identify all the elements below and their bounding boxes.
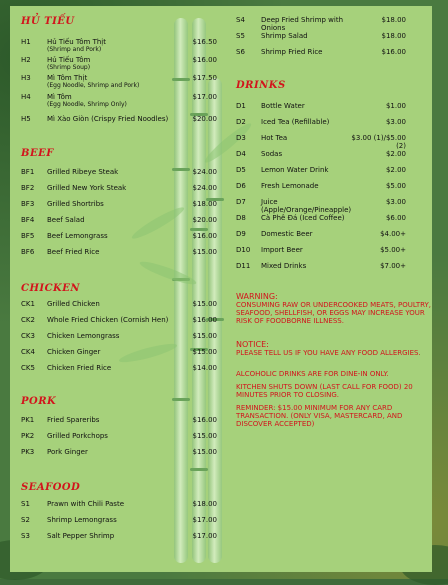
drink-name: Mixed Drinks bbox=[261, 262, 307, 270]
item-code: BF4 bbox=[21, 216, 35, 224]
item-code: BF3 bbox=[21, 200, 35, 208]
drink-name: Sodas bbox=[261, 150, 283, 158]
kitchen-notice: KITCHEN SHUTS DOWN (LAST CALL FOR FOOD) 20 MINUTES PRIOR TO CLOSING. bbox=[236, 383, 413, 399]
item-code: BF2 bbox=[21, 184, 35, 192]
drink-code: D1 bbox=[236, 102, 246, 110]
item-name-text: Grilled New York Steak bbox=[47, 184, 127, 192]
item-code: S3 bbox=[21, 532, 30, 540]
item-price: $17.00 bbox=[192, 93, 217, 101]
warning-heading: WARNING: bbox=[236, 292, 278, 301]
item-price: $15.00 bbox=[192, 348, 217, 356]
item-name-text: Prawn with Chili Paste bbox=[47, 500, 125, 508]
drink-price: $6.00 bbox=[385, 214, 406, 222]
item-code: H5 bbox=[21, 115, 31, 123]
item-code: S6 bbox=[236, 48, 245, 56]
item-name bbox=[47, 93, 177, 109]
item-name bbox=[47, 416, 177, 424]
item-code: S2 bbox=[21, 516, 30, 524]
item-name bbox=[47, 74, 177, 90]
item-price: $18.00 bbox=[381, 32, 406, 40]
item-price: $17.50 bbox=[192, 74, 217, 82]
item-code: S4 bbox=[236, 16, 245, 24]
item-name bbox=[47, 184, 177, 192]
item-code: S1 bbox=[21, 500, 30, 508]
item-price: $18.00 bbox=[381, 16, 406, 24]
drink-code: D2 bbox=[236, 118, 246, 126]
drink-price: $1.00 bbox=[385, 102, 406, 110]
drink-code: D4 bbox=[236, 150, 246, 158]
item-description: (Shrimp Soup) bbox=[47, 64, 91, 71]
item-name bbox=[47, 300, 177, 308]
item-price: $15.00 bbox=[192, 248, 217, 256]
warning-text: CONSUMING RAW OR UNDERCOOKED MEATS, POULTRY, SEAFOOD, SHELLFISH, OR EGGS MAY INCREASE YOUR RISK OF FOODBORNE ILLNESS. bbox=[236, 301, 432, 325]
drink-price: $3.00 (1)/$5.00 (2) bbox=[351, 134, 406, 150]
item-code: CK1 bbox=[21, 300, 35, 308]
drink-code: D9 bbox=[236, 230, 246, 238]
drink-name: Lemon Water Drink bbox=[261, 166, 329, 174]
drink-price: $5.00 bbox=[385, 182, 406, 190]
item-code: H4 bbox=[21, 93, 31, 101]
item-description: (Shrimp and Pork) bbox=[47, 46, 102, 53]
item-name bbox=[47, 448, 177, 456]
item-price: $16.00 bbox=[192, 316, 217, 324]
section-title: HỦ TIẾU bbox=[21, 16, 75, 27]
item-code: CK5 bbox=[21, 364, 35, 372]
item-name-text: Hủ Tiếu Tôm bbox=[47, 56, 91, 64]
item-code: H2 bbox=[21, 56, 31, 64]
item-name bbox=[47, 500, 177, 508]
drink-code: D8 bbox=[236, 214, 246, 222]
item-name-text: Beef Salad bbox=[47, 216, 85, 224]
item-code: BF1 bbox=[21, 168, 35, 176]
item-name bbox=[47, 56, 177, 72]
drink-price: $2.00 bbox=[385, 166, 406, 174]
drink-price: $7.00+ bbox=[380, 262, 406, 270]
drink-name: Bottle Water bbox=[261, 102, 305, 110]
drink-code: D5 bbox=[236, 166, 246, 174]
item-name-text: Grilled Shortribs bbox=[47, 200, 104, 208]
item-name-text: Mì Tôm Thịt bbox=[47, 74, 88, 82]
item-name: Shrimp Fried Rice bbox=[261, 48, 323, 56]
item-code: CK3 bbox=[21, 332, 35, 340]
drink-code: D11 bbox=[236, 262, 251, 270]
item-name bbox=[47, 516, 177, 524]
item-price: $18.00 bbox=[192, 500, 217, 508]
item-description: (Egg Noodle, Shrimp Only) bbox=[47, 101, 127, 108]
drink-name: Fresh Lemonade bbox=[261, 182, 319, 190]
section-title: SEAFOOD bbox=[21, 482, 81, 493]
item-name-text: Mì Xào Giòn (Crispy Fried Noodles) bbox=[47, 115, 169, 123]
item-price: $15.00 bbox=[192, 332, 217, 340]
item-price: $16.00 bbox=[192, 232, 217, 240]
item-price: $20.00 bbox=[192, 216, 217, 224]
item-code: PK3 bbox=[21, 448, 35, 456]
item-price: $17.00 bbox=[192, 516, 217, 524]
item-code: CK4 bbox=[21, 348, 35, 356]
item-code: PK1 bbox=[21, 416, 35, 424]
item-name-text: Fried Spareribs bbox=[47, 416, 100, 424]
drink-price: $4.00+ bbox=[380, 230, 406, 238]
item-name: Shrimp Salad bbox=[261, 32, 308, 40]
item-name-text: Grilled Chicken bbox=[47, 300, 100, 308]
item-price: $16.00 bbox=[381, 48, 406, 56]
item-name-text: Beef Lemongrass bbox=[47, 232, 108, 240]
item-name: Deep Fried Shrimp with Onions bbox=[261, 16, 344, 32]
notice-heading: NOTICE: bbox=[236, 340, 269, 349]
item-price: $16.00 bbox=[192, 56, 217, 64]
drinks-title: DRINKS bbox=[236, 80, 286, 91]
item-price: $16.50 bbox=[192, 38, 217, 46]
drink-code: D3 bbox=[236, 134, 246, 142]
item-price: $18.00 bbox=[192, 200, 217, 208]
drink-code: D7 bbox=[236, 198, 246, 206]
item-name-text: Beef Fried Rice bbox=[47, 248, 100, 256]
item-price: $14.00 bbox=[192, 364, 217, 372]
drink-price: $3.00 bbox=[385, 198, 406, 206]
item-name-text: Chicken Ginger bbox=[47, 348, 101, 356]
item-price: $24.00 bbox=[192, 184, 217, 192]
item-name bbox=[47, 115, 177, 123]
item-name-text: Salt Pepper Shrimp bbox=[47, 532, 115, 540]
item-price: $24.00 bbox=[192, 168, 217, 176]
item-code: BF6 bbox=[21, 248, 35, 256]
item-price: $16.00 bbox=[192, 416, 217, 424]
drink-name: Hot Tea bbox=[261, 134, 288, 142]
item-name bbox=[47, 38, 177, 54]
drink-code: D10 bbox=[236, 246, 251, 254]
drink-code: D6 bbox=[236, 182, 246, 190]
item-name-text: Pork Ginger bbox=[47, 448, 88, 456]
drink-name: Import Beer bbox=[261, 246, 303, 254]
item-name-text: Shrimp Lemongrass bbox=[47, 516, 117, 524]
item-name bbox=[47, 232, 177, 240]
item-name bbox=[47, 332, 177, 340]
drink-name: Cà Phê Đá (Iced Coffee) bbox=[261, 214, 345, 222]
item-name-text: Grilled Porkchops bbox=[47, 432, 108, 440]
item-code: PK2 bbox=[21, 432, 35, 440]
section-title: PORK bbox=[21, 396, 57, 407]
section-title: CHICKEN bbox=[21, 283, 80, 294]
warning-notice bbox=[236, 292, 432, 325]
item-name bbox=[47, 532, 177, 540]
item-name bbox=[47, 432, 177, 440]
drink-name: Iced Tea (Refillable) bbox=[261, 118, 330, 126]
drink-price: $5.00+ bbox=[380, 246, 406, 254]
item-description: (Egg Noodle, Shrimp and Pork) bbox=[47, 82, 140, 89]
item-name-text: Hủ Tiếu Tôm Thịt bbox=[47, 38, 106, 46]
item-price: $17.00 bbox=[192, 532, 217, 540]
allergy-notice bbox=[236, 340, 432, 357]
notice-text: PLEASE TELL US IF YOU HAVE ANY FOOD ALLERGIES. bbox=[236, 349, 421, 357]
item-code: CK2 bbox=[21, 316, 35, 324]
item-name bbox=[47, 348, 177, 356]
alcohol-notice: ALCOHOLIC DRINKS ARE FOR DINE-IN ONLY. bbox=[236, 370, 389, 378]
drink-price: $3.00 bbox=[385, 118, 406, 126]
item-name-text: Chicken Fried Rice bbox=[47, 364, 112, 372]
drink-name: Domestic Beer bbox=[261, 230, 313, 238]
item-name bbox=[47, 316, 177, 324]
item-name-text: Mì Tôm bbox=[47, 93, 72, 101]
drink-name: Juice (Apple/Orange/Pineapple) bbox=[261, 198, 352, 214]
item-price: $15.00 bbox=[192, 300, 217, 308]
item-price: $15.00 bbox=[192, 448, 217, 456]
item-name-text: Grilled Ribeye Steak bbox=[47, 168, 119, 176]
section-title: BEEF bbox=[21, 148, 54, 159]
card-reminder: REMINDER: $15.00 MINIMUM FOR ANY CARD TRANSACTION. (ONLY VISA, MASTERCARD, AND DISCOVER ACCEPTED) bbox=[236, 404, 403, 428]
item-code: H1 bbox=[21, 38, 31, 46]
item-name bbox=[47, 248, 177, 256]
item-name bbox=[47, 168, 177, 176]
item-code: H3 bbox=[21, 74, 31, 82]
item-name bbox=[47, 216, 177, 224]
item-price: $15.00 bbox=[192, 432, 217, 440]
item-name-text: Chicken Lemongrass bbox=[47, 332, 120, 340]
item-price: $20.00 bbox=[192, 115, 217, 123]
drink-price: $2.00 bbox=[385, 150, 406, 158]
item-code: S5 bbox=[236, 32, 245, 40]
item-code: BF5 bbox=[21, 232, 35, 240]
item-name-text: Whole Fried Chicken (Cornish Hen) bbox=[47, 316, 169, 324]
item-name bbox=[47, 200, 177, 208]
item-name bbox=[47, 364, 177, 372]
